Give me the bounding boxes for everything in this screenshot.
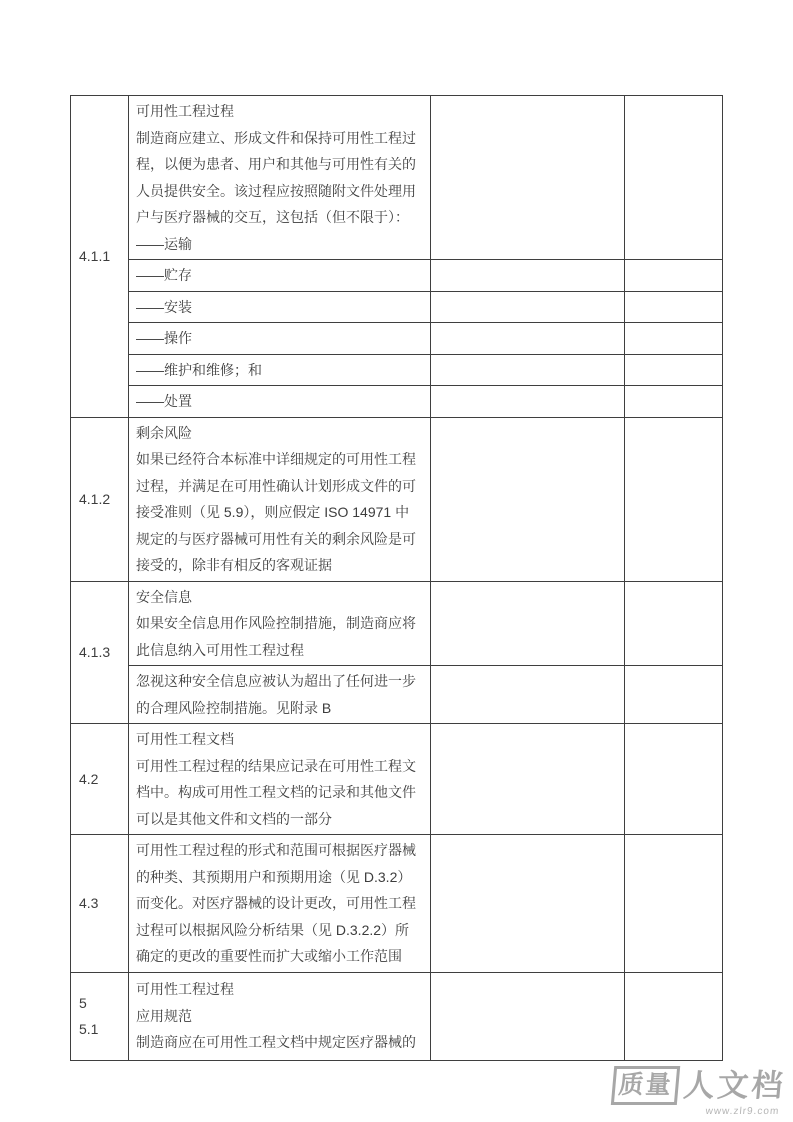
blank-cell-col4 [625,354,723,386]
blank-cell-col3 [431,835,625,973]
table-row [71,666,723,724]
blank-cell-col3 [431,417,625,581]
table-row [71,972,723,1060]
clause-number-cell [71,417,129,581]
list-item: ——操作 [136,330,192,346]
watermark-url: www.zlr9.com [705,1106,780,1117]
standard-checklist-table [70,95,723,1061]
clause-title: 应用规范 [136,1007,192,1024]
blank-cell-col4 [625,835,723,973]
blank-cell-col3 [431,323,625,355]
blank-cell-col3 [431,666,625,724]
watermark-text: 人文档 [681,1068,788,1103]
clause-number-cell [71,96,129,418]
clause-number-cell [71,972,129,1060]
clause-number: 4.1.1 [79,248,111,264]
table-row [71,417,723,581]
clause-body: 可用性工程过程的形式和范围可根据医疗器械的种类、其预期用户和预期用途（见 D.3.2）而变化。对医疗器械的设计更改，可用性工程过程可以根据风险分析结果（见 D.3.2.2）所确定的更改的重要性而扩大或缩小工作范围 [136,842,416,964]
watermark-logo [610,1066,787,1117]
clause-body: 制造商应在可用性工程文档中规定医疗器械的 [136,1034,416,1051]
blank-cell-col4 [625,972,723,1060]
requirement-cell [129,260,431,292]
blank-cell-col3 [431,972,625,1060]
clause-body: 可用性工程过程的结果应记录在可用性工程文档中。构成可用性工程文档的记录和其他文件可以是其他文件和文档的一部分 [136,757,416,827]
requirement-cell [129,291,431,323]
blank-cell-col4 [625,96,723,260]
clause-number-cell [71,724,129,835]
clause-title: 可用性工程过程 [136,981,234,998]
blank-cell-col4 [625,386,723,418]
requirement-cell [129,354,431,386]
blank-cell-col4 [625,260,723,292]
table-row [71,291,723,323]
blank-cell-col3 [431,354,625,386]
clause-number: 5.1 [79,1021,99,1037]
clause-number-cell [71,581,129,724]
clause-number: 5 [79,994,87,1011]
requirement-cell [129,581,431,666]
clause-body: 如果已经符合本标准中详细规定的可用性工程过程，并满足在可用性确认计划形成文件的可接受准则（见 5.9），则应假定 ISO 14971 中规定的与医疗器械可用性有关的剩余风险是可接受的，除非有相反的客观证据 [136,451,416,573]
clause-body: 如果安全信息用作风险控制措施，制造商应将此信息纳入可用性工程过程 [136,615,416,658]
list-item: ——处置 [136,393,192,409]
table-row [71,96,723,260]
clause-number: 4.3 [79,895,99,911]
table-row [71,260,723,292]
requirement-cell [129,96,431,260]
clause-body: 忽视这种安全信息应被认为超出了任何进一步的合理风险控制措施。见附录 B [136,673,416,716]
clause-number: 4.2 [79,770,99,787]
table-row [71,323,723,355]
blank-cell-col3 [431,96,625,260]
blank-cell-col3 [431,386,625,418]
blank-cell-col3 [431,291,625,323]
list-item: ——运输 [136,235,192,252]
blank-cell-col3 [431,724,625,835]
requirement-cell [129,972,431,1060]
blank-cell-col3 [431,260,625,292]
blank-cell-col3 [431,581,625,666]
requirement-cell [129,666,431,724]
table-row [71,724,723,835]
table-row [71,386,723,418]
table-row [71,581,723,666]
clause-title: 可用性工程过程 [136,103,234,119]
clause-title: 可用性工程文档 [136,731,234,747]
clause-number: 4.1.3 [79,644,111,660]
clause-number-cell [71,835,129,973]
requirement-cell [129,386,431,418]
blank-cell-col4 [625,323,723,355]
clause-body: 制造商应建立、形成文件和保持可用性工程过程，以便为患者、用户和其他与可用性有关的人员提供安全。该过程应按照随附文件处理用户与医疗器械的交互，这包括（但不限于）： [136,129,416,225]
clause-title: 剩余风险 [136,424,192,441]
requirement-cell [129,417,431,581]
list-item: ——贮存 [136,267,192,283]
blank-cell-col4 [625,581,723,666]
blank-cell-col4 [625,666,723,724]
blank-cell-col4 [625,724,723,835]
clause-title: 安全信息 [136,588,192,605]
clause-number: 4.1.2 [79,490,111,507]
blank-cell-col4 [625,417,723,581]
requirement-cell [129,323,431,355]
table-row [71,354,723,386]
watermark-boxed-text: 质量 [611,1066,680,1105]
table-row [71,835,723,973]
list-item: ——维护和维修；和 [136,361,262,378]
blank-cell-col4 [625,291,723,323]
requirement-cell [129,724,431,835]
requirement-cell [129,835,431,973]
list-item: ——安装 [136,298,192,315]
